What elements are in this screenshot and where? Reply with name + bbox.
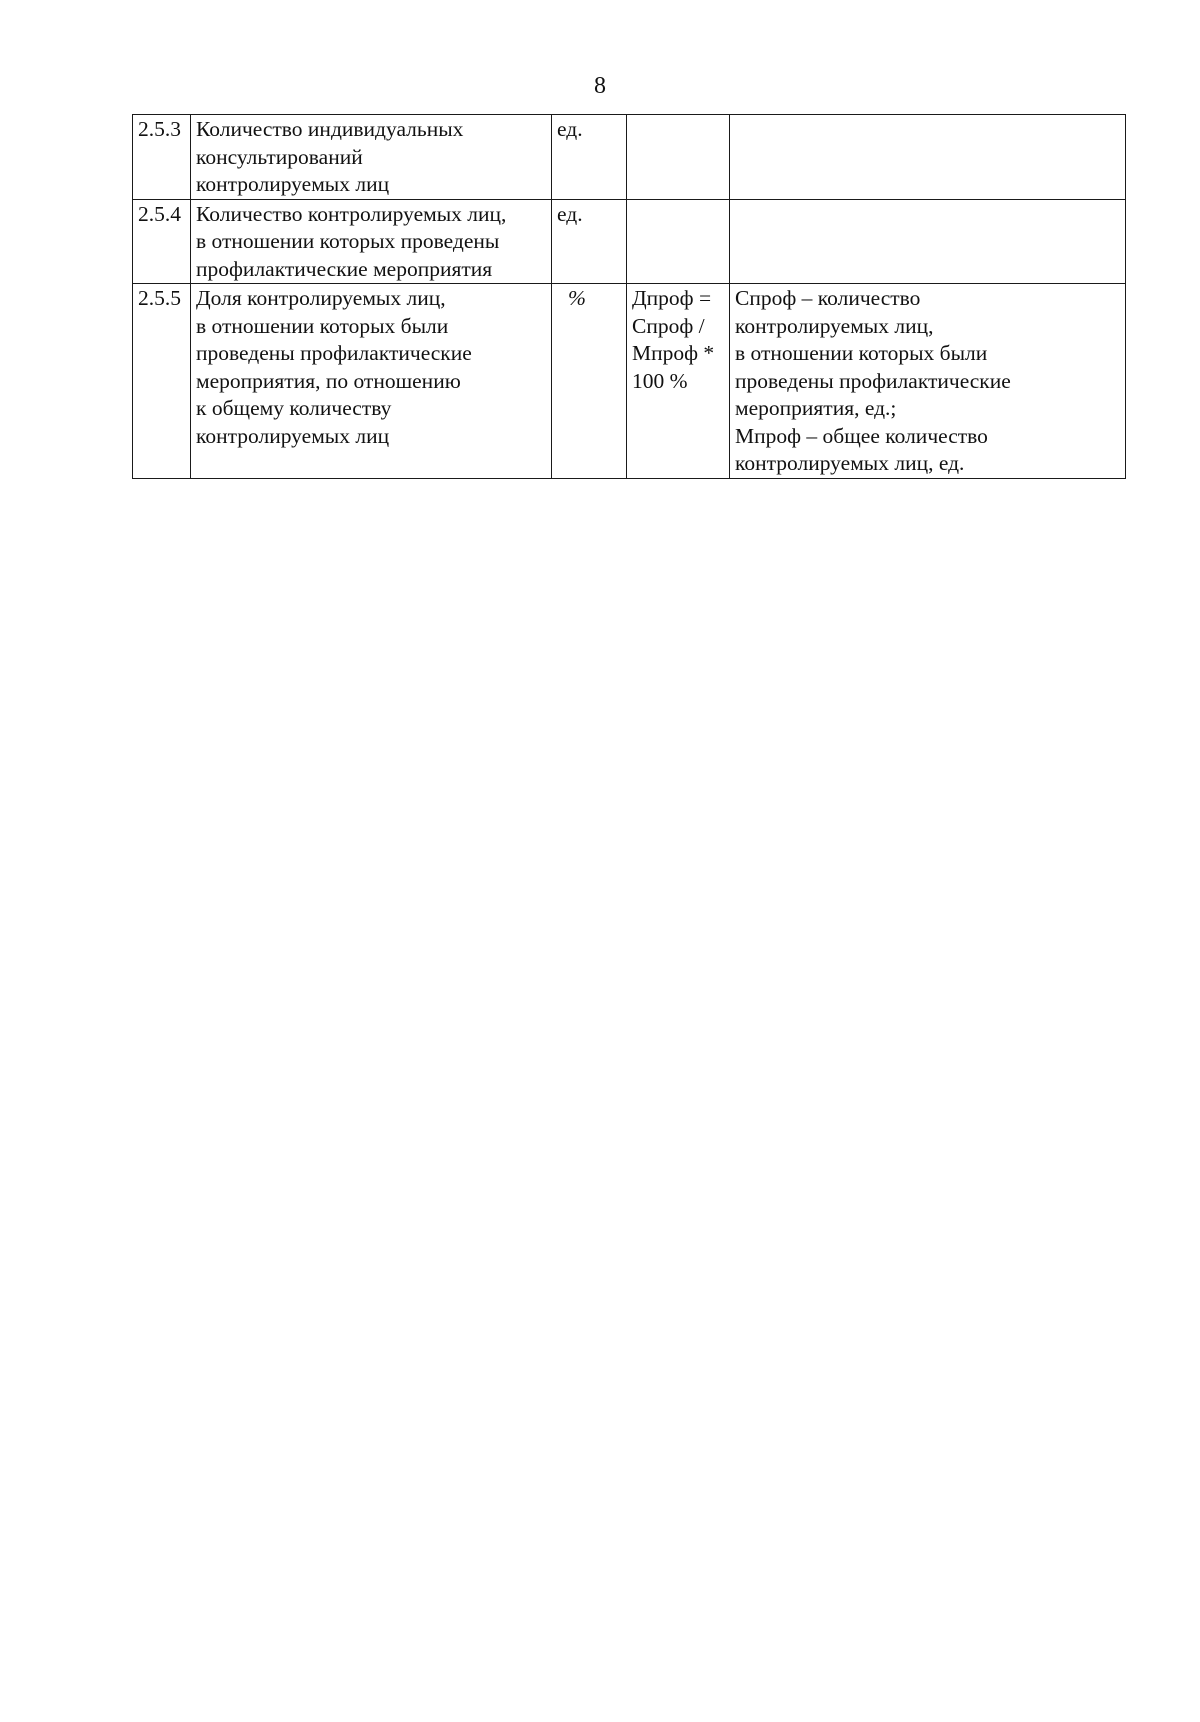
indicators-table [132, 114, 1126, 479]
notes-cell [730, 115, 1126, 200]
unit: % [568, 286, 586, 310]
formula-line: Спроф / [632, 313, 705, 338]
notes-cell [730, 284, 1126, 479]
indicator-name-cell [191, 284, 552, 479]
row-number-cell [133, 199, 191, 284]
formula-line: Дпроф = [632, 286, 712, 310]
page-number: 8 [594, 73, 606, 99]
note-line: в отношении которых были [735, 341, 988, 365]
note-line: мероприятия, ед.; [735, 396, 897, 420]
indicator-name-line: к общему количеству [196, 396, 392, 420]
table-row [133, 115, 1126, 200]
formula-cell [627, 115, 730, 200]
indicator-name-line: Количество индивидуальных [196, 117, 464, 141]
indicator-name-line: в отношении которых проведены [196, 229, 500, 253]
row-number-cell [133, 284, 191, 479]
formula-cell [627, 199, 730, 284]
row-number: 2.5.3 [138, 117, 181, 141]
note-line: контролируемых лиц, [735, 313, 934, 338]
formula-cell [627, 284, 730, 479]
row-number: 2.5.5 [138, 286, 181, 310]
row-number-cell [133, 115, 191, 200]
note-line: Мпроф – общее количество [735, 423, 988, 448]
note-line: Спроф – количество [735, 286, 921, 310]
indicator-name-line: консультирований [196, 144, 363, 169]
indicator-name-line: профилактические мероприятия [196, 256, 493, 281]
indicator-name-cell [191, 199, 552, 284]
indicator-name-line: контролируемых лиц [196, 423, 390, 448]
unit: ед. [557, 201, 583, 226]
indicator-name-line: Количество контролируемых лиц, [196, 201, 507, 226]
table-row [133, 284, 1126, 479]
row-number: 2.5.4 [138, 201, 181, 226]
indicator-name-line: в отношении которых были [196, 313, 449, 338]
indicator-name-cell [191, 115, 552, 200]
unit-cell [552, 199, 627, 284]
unit: ед. [557, 117, 583, 141]
formula-line: Мпроф * [632, 341, 715, 365]
indicator-name-line: контролируемых лиц [196, 172, 390, 196]
unit-cell [552, 115, 627, 200]
notes-cell [730, 199, 1126, 284]
indicator-name-line: проведены профилактические [196, 341, 472, 365]
table-row [133, 199, 1126, 284]
indicator-name-line: мероприятия, по отношению [196, 368, 461, 393]
note-line: проведены профилактические [735, 368, 1011, 393]
note-line: контролируемых лиц, ед. [735, 451, 965, 475]
indicator-name-line: Доля контролируемых лиц, [196, 286, 446, 310]
unit-cell [552, 284, 627, 479]
formula-line: 100 % [632, 368, 688, 393]
